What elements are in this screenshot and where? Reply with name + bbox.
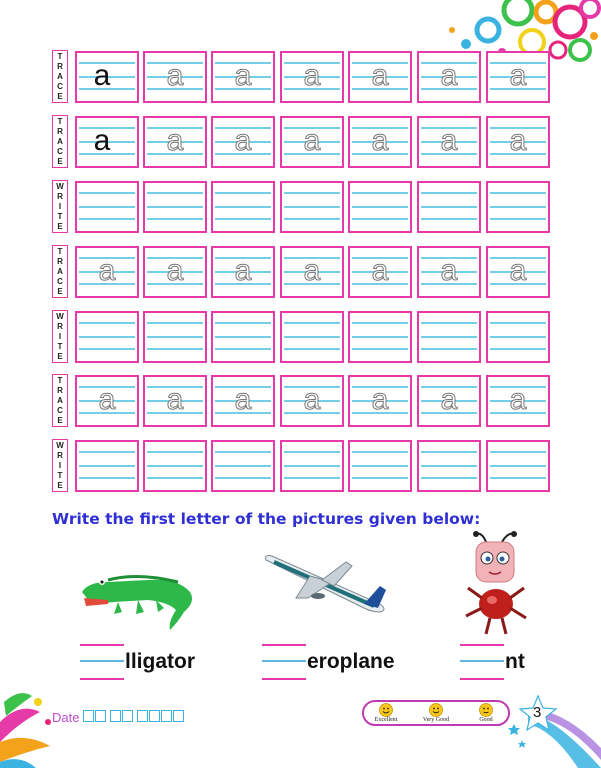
guide-line bbox=[147, 348, 203, 350]
row-label-letter: A bbox=[57, 395, 63, 405]
guide-line bbox=[490, 322, 546, 324]
dotted-letter: a bbox=[166, 254, 184, 287]
row-label-letter: C bbox=[57, 276, 63, 286]
guide-line bbox=[490, 477, 546, 479]
guide-line bbox=[421, 322, 477, 324]
guide-line bbox=[421, 192, 477, 194]
row-label-letter: E bbox=[57, 286, 63, 296]
guide-line bbox=[79, 206, 135, 208]
row-label-letter: A bbox=[57, 71, 63, 81]
guide-line bbox=[421, 451, 477, 453]
row-label-letter: A bbox=[57, 136, 63, 146]
guide-line bbox=[352, 465, 408, 467]
date-box[interactable] bbox=[137, 710, 148, 722]
alligator-picture bbox=[78, 552, 198, 636]
instruction-text: Write the first letter of the pictures given below: bbox=[52, 510, 481, 528]
answer-line-top-3[interactable] bbox=[460, 644, 504, 646]
guide-line bbox=[147, 336, 203, 338]
row-label-letter: E bbox=[57, 480, 63, 490]
dotted-letter: a bbox=[166, 383, 184, 416]
row-label-letter: T bbox=[57, 51, 63, 61]
guide-line bbox=[352, 218, 408, 220]
guide-line bbox=[284, 322, 340, 324]
trace-box[interactable] bbox=[417, 246, 481, 298]
write-box[interactable] bbox=[211, 311, 275, 363]
model-letter: a bbox=[93, 59, 111, 92]
dotted-letter: a bbox=[371, 124, 389, 157]
trace-box[interactable] bbox=[486, 51, 550, 103]
write-box[interactable] bbox=[348, 440, 412, 492]
row-label-letter: W bbox=[56, 181, 64, 191]
dotted-letter: a bbox=[303, 383, 321, 416]
guide-line bbox=[215, 218, 271, 220]
guide-line bbox=[490, 451, 546, 453]
dotted-letter: a bbox=[509, 254, 527, 287]
write-box[interactable] bbox=[348, 311, 412, 363]
guide-line bbox=[421, 218, 477, 220]
dotted-letter: a bbox=[371, 383, 389, 416]
write-box[interactable] bbox=[143, 440, 207, 492]
dotted-letter: a bbox=[303, 59, 321, 92]
row-label bbox=[52, 374, 68, 427]
write-box[interactable] bbox=[75, 181, 139, 233]
write-box[interactable] bbox=[280, 311, 344, 363]
row-label-letter: I bbox=[58, 331, 62, 341]
row-label-letter: R bbox=[57, 450, 63, 460]
write-box[interactable] bbox=[280, 181, 344, 233]
trace-box[interactable] bbox=[211, 375, 275, 427]
write-box[interactable] bbox=[486, 181, 550, 233]
rating-excellent[interactable] bbox=[366, 703, 406, 724]
dotted-letter: a bbox=[234, 254, 252, 287]
trace-box[interactable] bbox=[348, 51, 412, 103]
rating-label: Good bbox=[479, 717, 493, 723]
write-box[interactable] bbox=[211, 181, 275, 233]
aeroplane-picture bbox=[260, 546, 392, 620]
guide-line bbox=[421, 336, 477, 338]
row-label-letter: R bbox=[57, 385, 63, 395]
guide-line bbox=[215, 348, 271, 350]
guide-line bbox=[147, 451, 203, 453]
guide-line bbox=[284, 477, 340, 479]
rating-label: Excellent bbox=[374, 717, 398, 723]
row-label-letter: E bbox=[57, 221, 63, 231]
guide-line bbox=[284, 348, 340, 350]
guide-line bbox=[215, 206, 271, 208]
dotted-letter: a bbox=[440, 124, 458, 157]
row-label-letter: E bbox=[57, 91, 63, 101]
guide-line bbox=[284, 336, 340, 338]
trace-box[interactable] bbox=[211, 246, 275, 298]
answer-line-bottom-2[interactable] bbox=[262, 678, 306, 680]
trace-box[interactable] bbox=[280, 375, 344, 427]
guide-line bbox=[215, 322, 271, 324]
row-label-letter: T bbox=[57, 341, 63, 351]
word-ant: nt bbox=[505, 650, 525, 673]
guide-line bbox=[352, 348, 408, 350]
write-box[interactable] bbox=[75, 311, 139, 363]
answer-line-mid-2[interactable] bbox=[262, 660, 306, 662]
guide-line bbox=[79, 322, 135, 324]
row-label-letter: R bbox=[57, 321, 63, 331]
write-box[interactable] bbox=[417, 181, 481, 233]
row-label bbox=[52, 115, 68, 168]
row-label bbox=[52, 50, 68, 103]
trace-box[interactable] bbox=[75, 51, 139, 103]
guide-line bbox=[147, 477, 203, 479]
guide-line bbox=[79, 192, 135, 194]
rating-bar bbox=[362, 700, 510, 726]
row-label-letter: W bbox=[56, 440, 64, 450]
guide-line bbox=[79, 336, 135, 338]
guide-line bbox=[421, 348, 477, 350]
trace-box[interactable] bbox=[211, 116, 275, 168]
trace-box[interactable] bbox=[75, 375, 139, 427]
guide-line bbox=[79, 465, 135, 467]
trace-box[interactable] bbox=[211, 51, 275, 103]
guide-line bbox=[490, 348, 546, 350]
trace-box[interactable] bbox=[143, 51, 207, 103]
row-label bbox=[52, 310, 68, 363]
answer-line-mid-3[interactable] bbox=[460, 660, 504, 662]
guide-line bbox=[352, 451, 408, 453]
ant-picture bbox=[462, 528, 532, 638]
shooting-star-decoration bbox=[508, 690, 601, 768]
smiley-icon bbox=[429, 703, 443, 717]
smiley-icon bbox=[479, 703, 493, 717]
rating-very-good[interactable] bbox=[416, 703, 456, 724]
guide-line bbox=[352, 322, 408, 324]
dotted-letter: a bbox=[98, 383, 116, 416]
guide-line bbox=[147, 192, 203, 194]
write-box[interactable] bbox=[486, 440, 550, 492]
row-label-letter: R bbox=[57, 126, 63, 136]
rating-good[interactable] bbox=[466, 703, 506, 724]
dotted-letter: a bbox=[440, 254, 458, 287]
page-number: 3 bbox=[533, 704, 542, 721]
row-label bbox=[52, 180, 68, 233]
guide-line bbox=[79, 451, 135, 453]
date-box[interactable] bbox=[95, 710, 106, 722]
row-label-letter: C bbox=[57, 146, 63, 156]
row-label-letter: T bbox=[57, 470, 63, 480]
trace-box[interactable] bbox=[486, 246, 550, 298]
dotted-letter: a bbox=[166, 59, 184, 92]
trace-box[interactable] bbox=[280, 51, 344, 103]
row-label-letter: E bbox=[57, 351, 63, 361]
write-box[interactable] bbox=[280, 440, 344, 492]
row-label bbox=[52, 439, 68, 492]
dotted-letter: a bbox=[234, 383, 252, 416]
guide-line bbox=[421, 477, 477, 479]
trace-box[interactable] bbox=[348, 116, 412, 168]
trace-box[interactable] bbox=[143, 246, 207, 298]
guide-line bbox=[215, 451, 271, 453]
trace-box[interactable] bbox=[417, 375, 481, 427]
row-label-letter: C bbox=[57, 405, 63, 415]
write-box[interactable] bbox=[486, 311, 550, 363]
guide-line bbox=[490, 218, 546, 220]
dotted-letter: a bbox=[98, 254, 116, 287]
guide-line bbox=[79, 477, 135, 479]
dotted-letter: a bbox=[371, 59, 389, 92]
guide-line bbox=[352, 477, 408, 479]
trace-box[interactable] bbox=[348, 246, 412, 298]
guide-line bbox=[421, 465, 477, 467]
date-box[interactable] bbox=[110, 710, 121, 722]
write-box[interactable] bbox=[75, 440, 139, 492]
date-box[interactable] bbox=[161, 710, 172, 722]
row-label-letter: E bbox=[57, 156, 63, 166]
trace-box[interactable] bbox=[280, 246, 344, 298]
answer-line-bottom-1[interactable] bbox=[80, 678, 124, 680]
row-label-letter: T bbox=[57, 116, 63, 126]
flower-decoration bbox=[0, 682, 60, 768]
trace-box[interactable] bbox=[417, 51, 481, 103]
row-label-letter: I bbox=[58, 201, 62, 211]
write-box[interactable] bbox=[348, 181, 412, 233]
trace-box[interactable] bbox=[143, 375, 207, 427]
row-label-letter: R bbox=[57, 61, 63, 71]
write-box[interactable] bbox=[143, 181, 207, 233]
word-alligator: lligator bbox=[125, 650, 196, 673]
smiley-icon bbox=[379, 703, 393, 717]
row-label-letter: E bbox=[57, 415, 63, 425]
guide-line bbox=[490, 192, 546, 194]
dotted-letter: a bbox=[371, 254, 389, 287]
trace-box[interactable] bbox=[75, 246, 139, 298]
answer-line-top-1[interactable] bbox=[80, 644, 124, 646]
dotted-letter: a bbox=[509, 383, 527, 416]
guide-line bbox=[79, 218, 135, 220]
row-label-letter: R bbox=[57, 191, 63, 201]
write-box[interactable] bbox=[417, 440, 481, 492]
guide-line bbox=[284, 192, 340, 194]
dotted-letter: a bbox=[234, 59, 252, 92]
row-label-letter: T bbox=[57, 246, 63, 256]
trace-box[interactable] bbox=[143, 116, 207, 168]
dotted-letter: a bbox=[509, 124, 527, 157]
dotted-letter: a bbox=[440, 383, 458, 416]
trace-box[interactable] bbox=[486, 375, 550, 427]
dotted-letter: a bbox=[509, 59, 527, 92]
trace-box[interactable] bbox=[486, 116, 550, 168]
date-box[interactable] bbox=[122, 710, 133, 722]
guide-line bbox=[490, 336, 546, 338]
trace-box[interactable] bbox=[75, 116, 139, 168]
row-label-letter: T bbox=[57, 375, 63, 385]
guide-line bbox=[215, 192, 271, 194]
guide-line bbox=[147, 218, 203, 220]
guide-line bbox=[284, 465, 340, 467]
guide-line bbox=[147, 206, 203, 208]
model-letter: a bbox=[93, 124, 111, 157]
date-box[interactable] bbox=[149, 710, 160, 722]
dotted-letter: a bbox=[303, 254, 321, 287]
guide-line bbox=[352, 206, 408, 208]
trace-box[interactable] bbox=[417, 116, 481, 168]
row-label-letter: A bbox=[57, 266, 63, 276]
row-label-letter: I bbox=[58, 460, 62, 470]
row-label-letter: C bbox=[57, 81, 63, 91]
guide-line bbox=[147, 322, 203, 324]
guide-line bbox=[284, 451, 340, 453]
guide-line bbox=[215, 477, 271, 479]
answer-line-mid-1[interactable] bbox=[80, 660, 124, 662]
date-box[interactable] bbox=[173, 710, 184, 722]
row-label-letter: W bbox=[56, 311, 64, 321]
guide-line bbox=[490, 465, 546, 467]
guide-line bbox=[352, 192, 408, 194]
guide-line bbox=[352, 336, 408, 338]
answer-line-bottom-3[interactable] bbox=[460, 678, 504, 680]
dotted-letter: a bbox=[303, 124, 321, 157]
row-label bbox=[52, 245, 68, 298]
write-box[interactable] bbox=[143, 311, 207, 363]
write-box[interactable] bbox=[417, 311, 481, 363]
guide-line bbox=[284, 206, 340, 208]
dotted-letter: a bbox=[440, 59, 458, 92]
guide-line bbox=[215, 465, 271, 467]
guide-line bbox=[421, 206, 477, 208]
write-box[interactable] bbox=[211, 440, 275, 492]
dotted-letter: a bbox=[166, 124, 184, 157]
trace-box[interactable] bbox=[280, 116, 344, 168]
rating-label: Very Good bbox=[422, 717, 450, 723]
word-aeroplane: eroplane bbox=[307, 650, 395, 673]
guide-line bbox=[147, 465, 203, 467]
date-label: Date bbox=[52, 710, 80, 725]
guide-line bbox=[79, 348, 135, 350]
row-label-letter: T bbox=[57, 211, 63, 221]
date-box[interactable] bbox=[83, 710, 94, 722]
guide-line bbox=[490, 206, 546, 208]
dotted-letter: a bbox=[234, 124, 252, 157]
guide-line bbox=[284, 218, 340, 220]
guide-line bbox=[215, 336, 271, 338]
answer-line-top-2[interactable] bbox=[262, 644, 306, 646]
row-label-letter: R bbox=[57, 256, 63, 266]
trace-box[interactable] bbox=[348, 375, 412, 427]
